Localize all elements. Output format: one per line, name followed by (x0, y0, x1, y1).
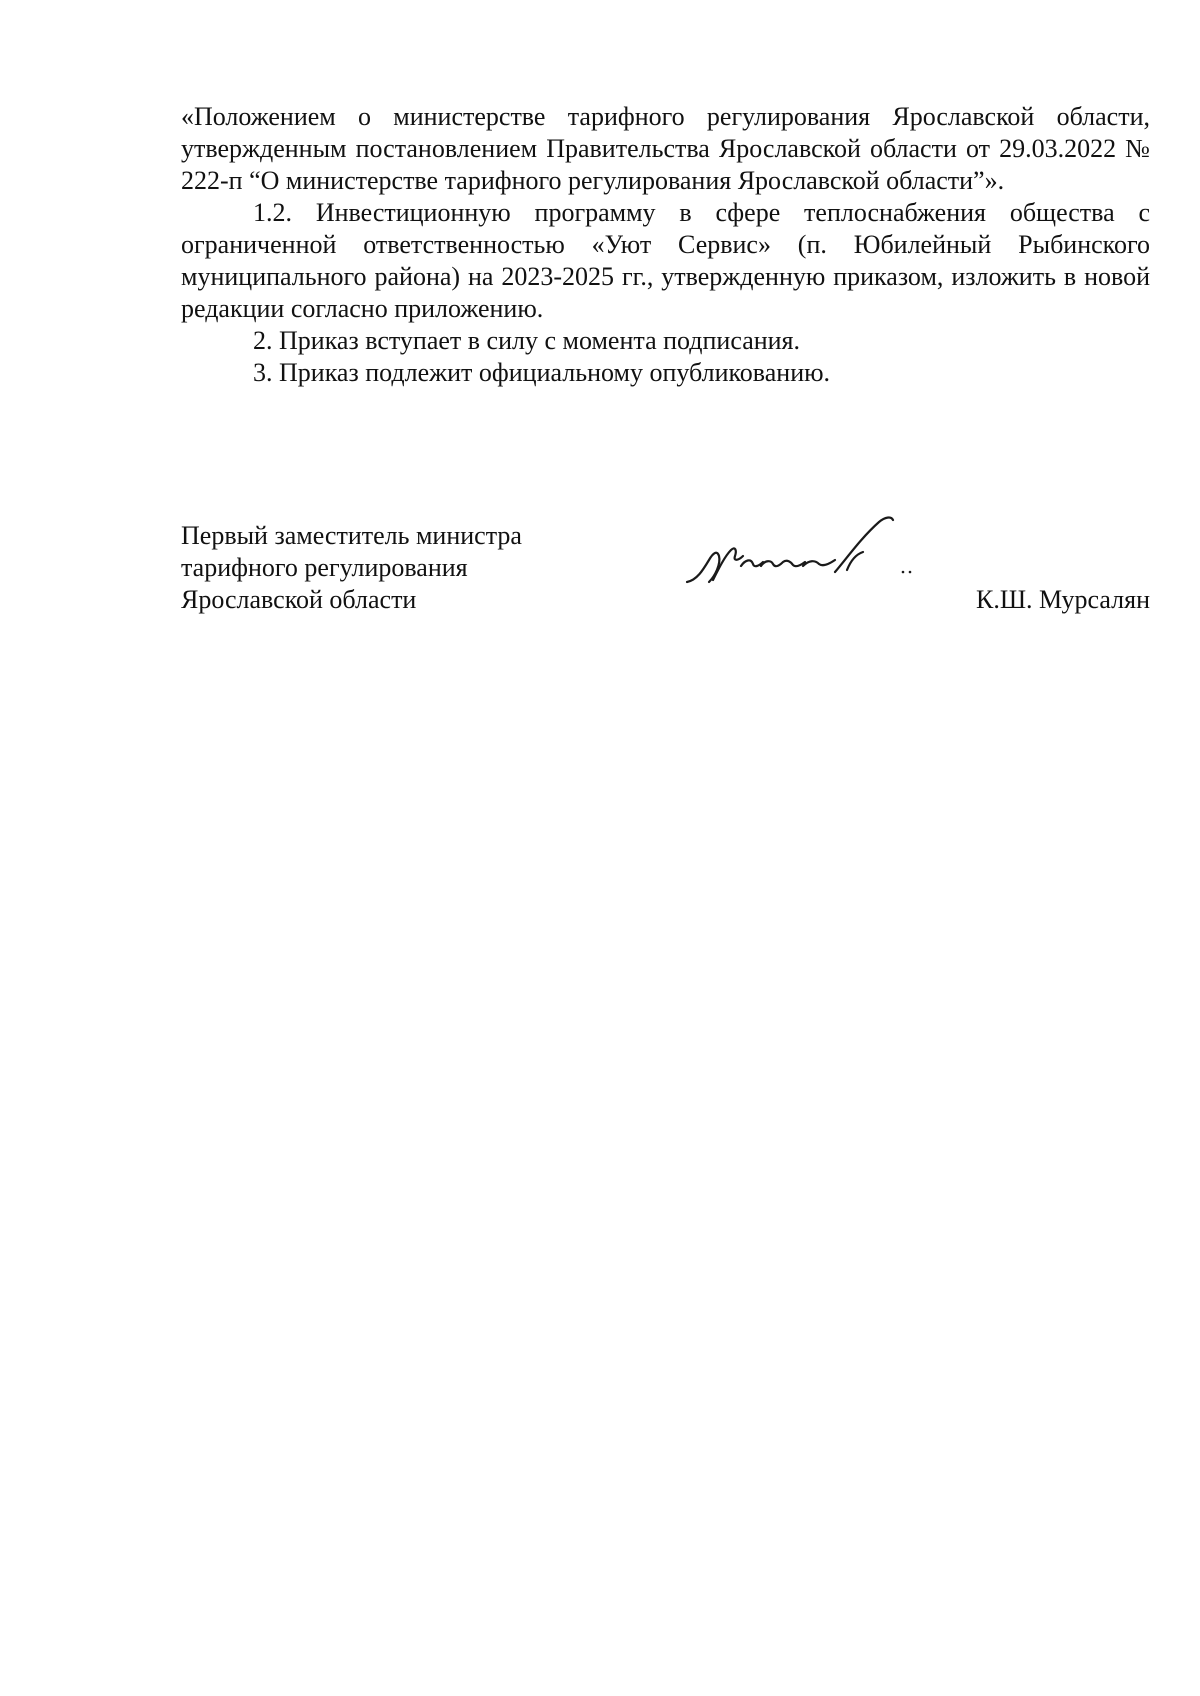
handwritten-signature-icon (679, 510, 919, 600)
signatory-title-line: Первый заместитель министра (181, 521, 522, 550)
paragraph-item-3: 3. Приказ подлежит официальному опубликованию. (253, 358, 831, 387)
document-body (181, 101, 1150, 389)
signature-block (181, 520, 1150, 630)
signatory-title-line: Ярославской области (181, 585, 417, 614)
paragraph-regulation-reference: «Положением о министерстве тарифного регулирования Ярославской области, утвержденным постановлением Правительства Ярославской области от 29.03.2022 № 222-п “О министерстве тарифного регулирования Ярославской области”». (181, 102, 1150, 195)
signatory-title (181, 520, 601, 616)
signatory-name: К.Ш. Мурсалян (975, 585, 1150, 614)
paragraph-item-1-2: 1.2. Инвестиционную программу в сфере теплоснабжения общества с ограниченной ответственностью «Уют Сервис» (п. Юбилейный Рыбинского муниципального района) на 2023-2025 гг., утвержденную приказом, изложить в новой редакции согласно приложению. (181, 198, 1150, 323)
signatory-title-line: тарифного регулирования (181, 553, 468, 582)
paragraph-item-2: 2. Приказ вступает в силу с момента подписания. (253, 326, 801, 355)
